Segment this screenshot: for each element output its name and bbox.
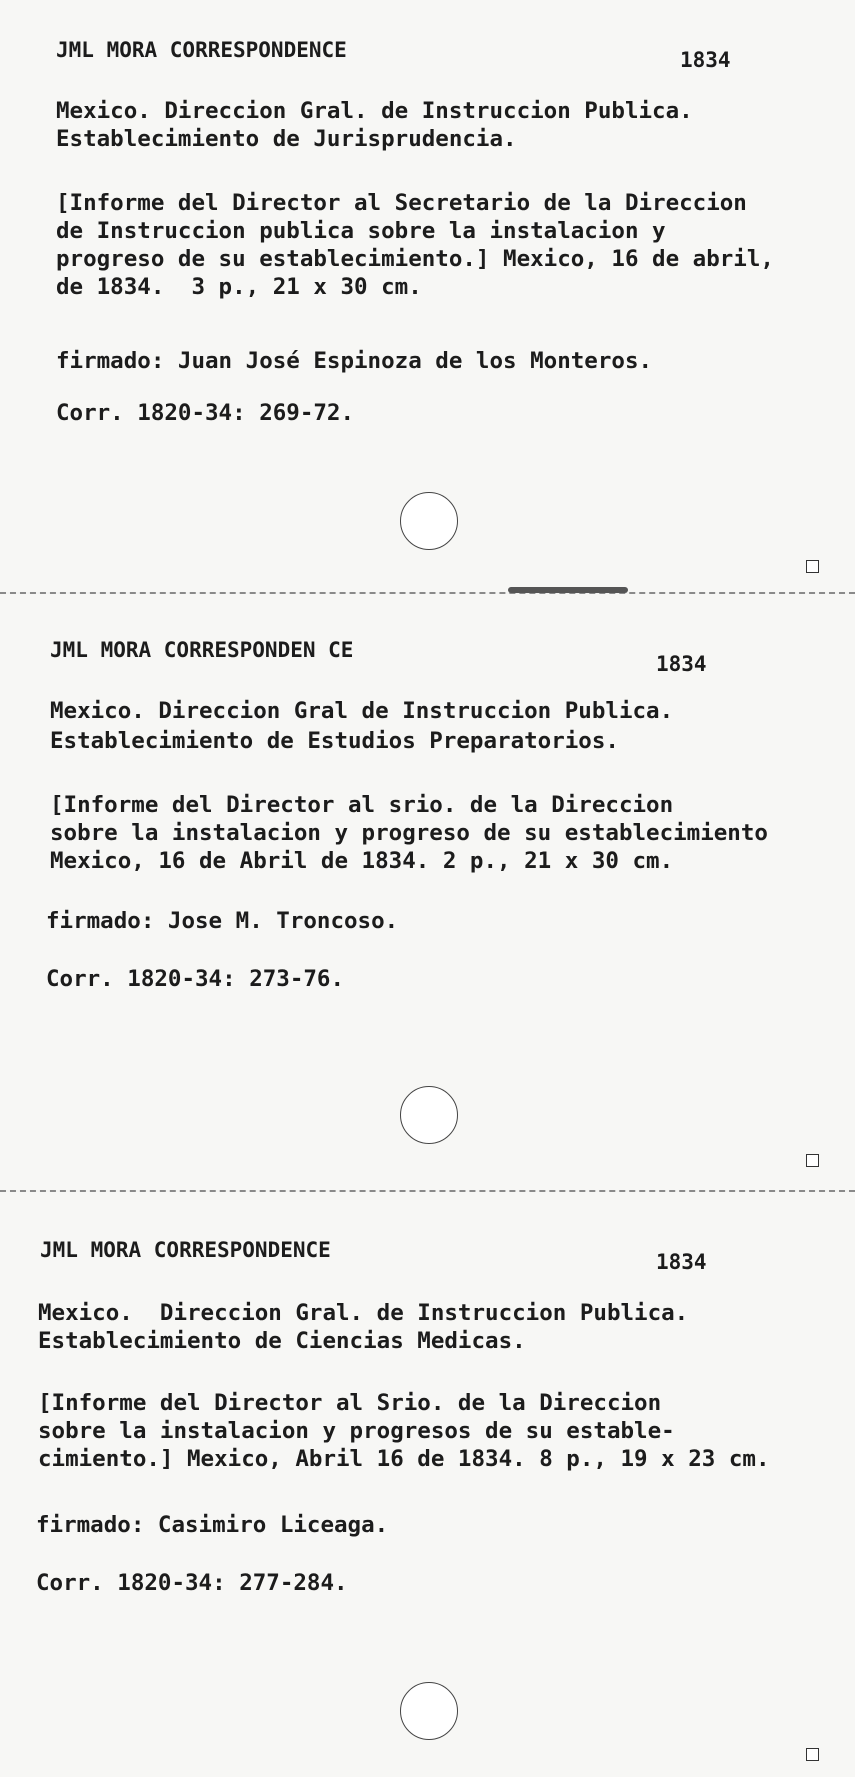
card-2-description-line-1: [Informe del Director al srio. de la Direccion	[50, 792, 674, 818]
card-1-punch-hole	[400, 492, 458, 550]
card-2-punch-hole	[400, 1086, 458, 1144]
card-1-year: 1834	[680, 48, 731, 72]
card-3-heading-line-1: Mexico. Direccion Gral. de Instruccion Publica.	[38, 1300, 689, 1326]
card-1-corner-box	[806, 560, 819, 573]
card-1-description-line-1: [Informe del Director al Secretario de la Direccion	[56, 190, 747, 216]
card-2-heading-line-2: Establecimiento de Estudios Preparatorios.	[50, 728, 619, 754]
card-3-heading-line-2: Establecimiento de Ciencias Medicas.	[38, 1328, 526, 1354]
card-2-reference: Corr. 1820-34: 273-76.	[46, 966, 345, 992]
card-1-heading-line-1: Mexico. Direccion Gral. de Instruccion Publica.	[56, 98, 693, 124]
card-2-header: JML MORA CORRESPONDEN CE	[50, 638, 354, 662]
card-3-description-line-3: cimiento.] Mexico, Abril 16 de 1834. 8 p., 19 x 23 cm.	[38, 1446, 770, 1472]
card-1-header: JML MORA CORRESPONDENCE	[56, 38, 347, 62]
card-3-description-line-1: [Informe del Director al Srio. de la Direccion	[38, 1390, 662, 1416]
card-2-description-line-2: sobre la instalacion y progreso de su establecimiento	[50, 820, 768, 846]
card-2-signed: firmado: Jose M. Troncoso.	[46, 908, 399, 934]
card-1-description-line-2: de Instruccion publica sobre la instalacion y	[56, 218, 666, 244]
card-1-description-line-4: de 1834. 3 p., 21 x 30 cm.	[56, 274, 422, 300]
card-2-heading-line-1: Mexico. Direccion Gral de Instruccion Publica.	[50, 698, 674, 724]
card-1-description-line-3: progreso de su establecimiento.] Mexico, 16 de abril,	[56, 246, 774, 272]
card-1-heading-line-2: Establecimiento de Jurisprudencia.	[56, 126, 517, 152]
card-3-reference: Corr. 1820-34: 277-284.	[36, 1570, 348, 1596]
tear-mark	[508, 587, 628, 593]
card-1-reference: Corr. 1820-34: 269-72.	[56, 400, 355, 426]
card-3-description-line-2: sobre la instalacion y progresos de su estable-	[38, 1418, 675, 1444]
card-3-punch-hole	[400, 1682, 458, 1740]
card-1-signed: firmado: Juan José Espinoza de los Monteros.	[56, 348, 653, 374]
card-2-description-line-3: Mexico, 16 de Abril de 1834. 2 p., 21 x 30 cm.	[50, 848, 674, 874]
card-2-year: 1834	[656, 652, 707, 676]
card-3-header: JML MORA CORRESPONDENCE	[40, 1238, 331, 1262]
card-3-signed: firmado: Casimiro Liceaga.	[36, 1512, 389, 1538]
card-3-year: 1834	[656, 1250, 707, 1274]
card-3-corner-box	[806, 1748, 819, 1761]
card-2-corner-box	[806, 1154, 819, 1167]
